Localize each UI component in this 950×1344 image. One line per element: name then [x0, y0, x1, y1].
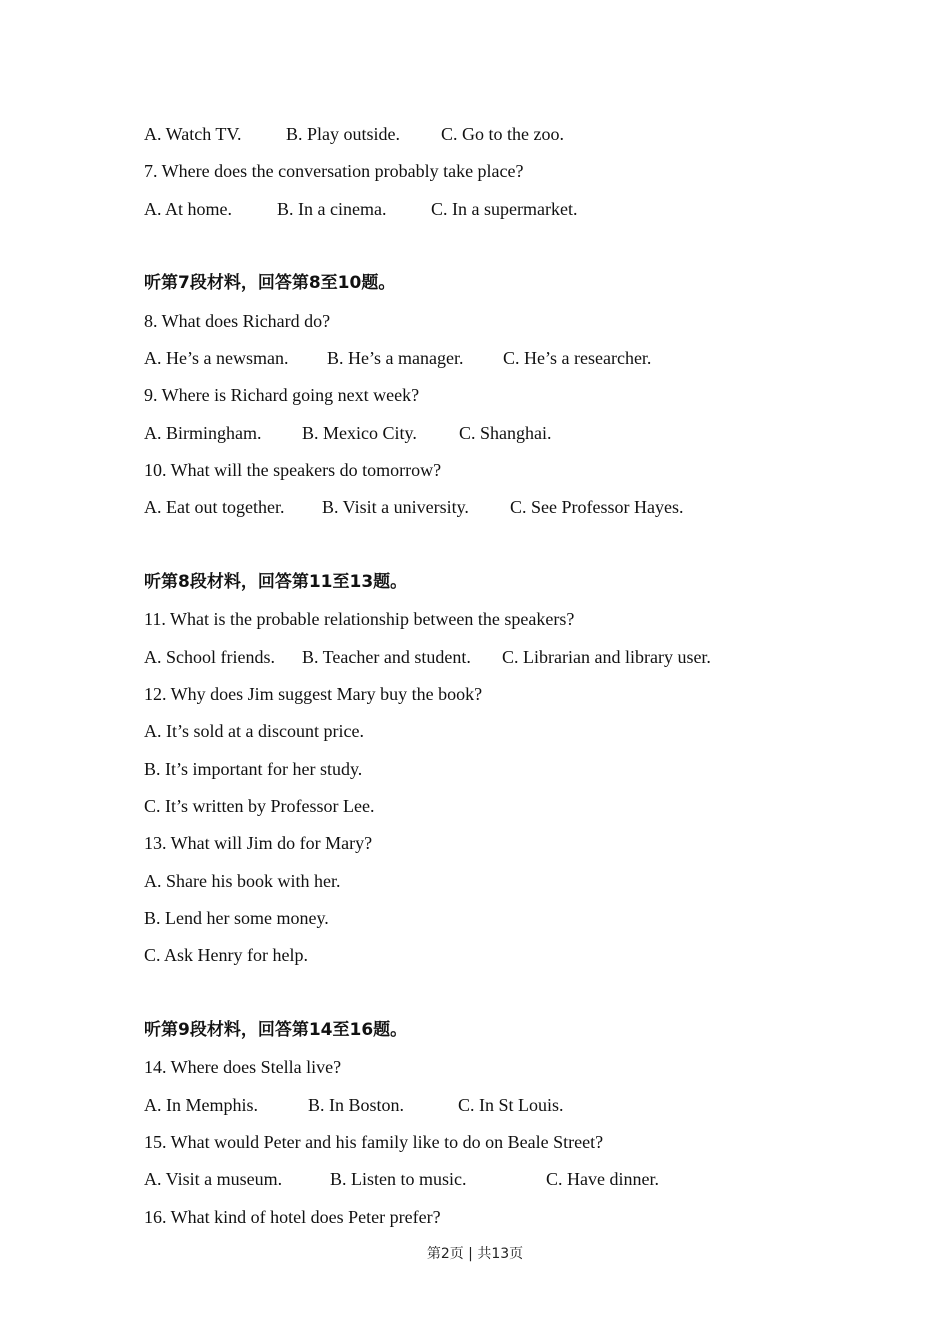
q15-option-c: C. Have dinner.: [546, 1169, 659, 1189]
q11-option-b: B. Teacher and student.: [302, 647, 471, 667]
q13-option-a: A. Share his book with her.: [144, 871, 341, 891]
q9-option-c: C. Shanghai.: [459, 423, 552, 443]
q9-option-a: A. Birmingham.: [144, 423, 262, 443]
q10-option-c: C. See Professor Hayes.: [510, 497, 684, 517]
q6-option-c: C. Go to the zoo.: [441, 124, 564, 144]
q7-option-c: C. In a supermarket.: [431, 199, 578, 219]
q8-question: 8. What does Richard do?: [144, 311, 331, 331]
q16-question: 16. What kind of hotel does Peter prefer?: [144, 1207, 441, 1227]
q14-option-a: A. In Memphis.: [144, 1095, 258, 1115]
q14-option-c: C. In St Louis.: [458, 1095, 564, 1115]
q15-option-b: B. Listen to music.: [330, 1169, 467, 1189]
q14-option-b: B. In Boston.: [308, 1095, 405, 1115]
q6-option-b: B. Play outside.: [286, 124, 401, 144]
q9-question: 9. Where is Richard going next week?: [144, 385, 420, 405]
q15-question: 15. What would Peter and his family like to do on Beale Street?: [144, 1132, 604, 1152]
q6-option-a: A. Watch TV.: [144, 124, 242, 144]
q11-option-c: C. Librarian and library user.: [502, 647, 711, 667]
section8-heading: 听第8段材料，回答第11至13题。: [144, 572, 408, 592]
q11-question: 11. What is the probable relationship between the speakers?: [144, 609, 575, 629]
q14-question: 14. Where does Stella live?: [144, 1057, 342, 1077]
q12-option-a: A. It’s sold at a discount price.: [144, 721, 364, 741]
q13-option-c: C. Ask Henry for help.: [144, 945, 308, 965]
section7-heading: 听第7段材料，回答第8至10题。: [144, 273, 396, 293]
q15-option-a: A. Visit a museum.: [144, 1169, 283, 1189]
q12-option-b: B. It’s important for her study.: [144, 759, 363, 779]
q12-option-c: C. It’s written by Professor Lee.: [144, 796, 375, 816]
q13-question: 13. What will Jim do for Mary?: [144, 833, 373, 853]
q7-option-a: A. At home.: [144, 199, 232, 219]
q8-option-c: C. He’s a researcher.: [503, 348, 652, 368]
q13-option-b: B. Lend her some money.: [144, 908, 329, 928]
q7-option-b: B. In a cinema.: [277, 199, 387, 219]
page-footer: 第2页 | 共13页: [426, 1246, 524, 1262]
q8-option-a: A. He’s a newsman.: [144, 348, 289, 368]
q10-question: 10. What will the speakers do tomorrow?: [144, 460, 442, 480]
section9-heading: 听第9段材料，回答第14至16题。: [144, 1020, 408, 1040]
q10-option-a: A. Eat out together.: [144, 497, 285, 517]
q8-option-b: B. He’s a manager.: [327, 348, 464, 368]
q12-question: 12. Why does Jim suggest Mary buy the book?: [144, 684, 483, 704]
q11-option-a: A. School friends.: [144, 647, 275, 667]
q9-option-b: B. Mexico City.: [302, 423, 417, 443]
q10-option-b: B. Visit a university.: [322, 497, 469, 517]
q7-question: 7. Where does the conversation probably take place?: [144, 161, 524, 181]
